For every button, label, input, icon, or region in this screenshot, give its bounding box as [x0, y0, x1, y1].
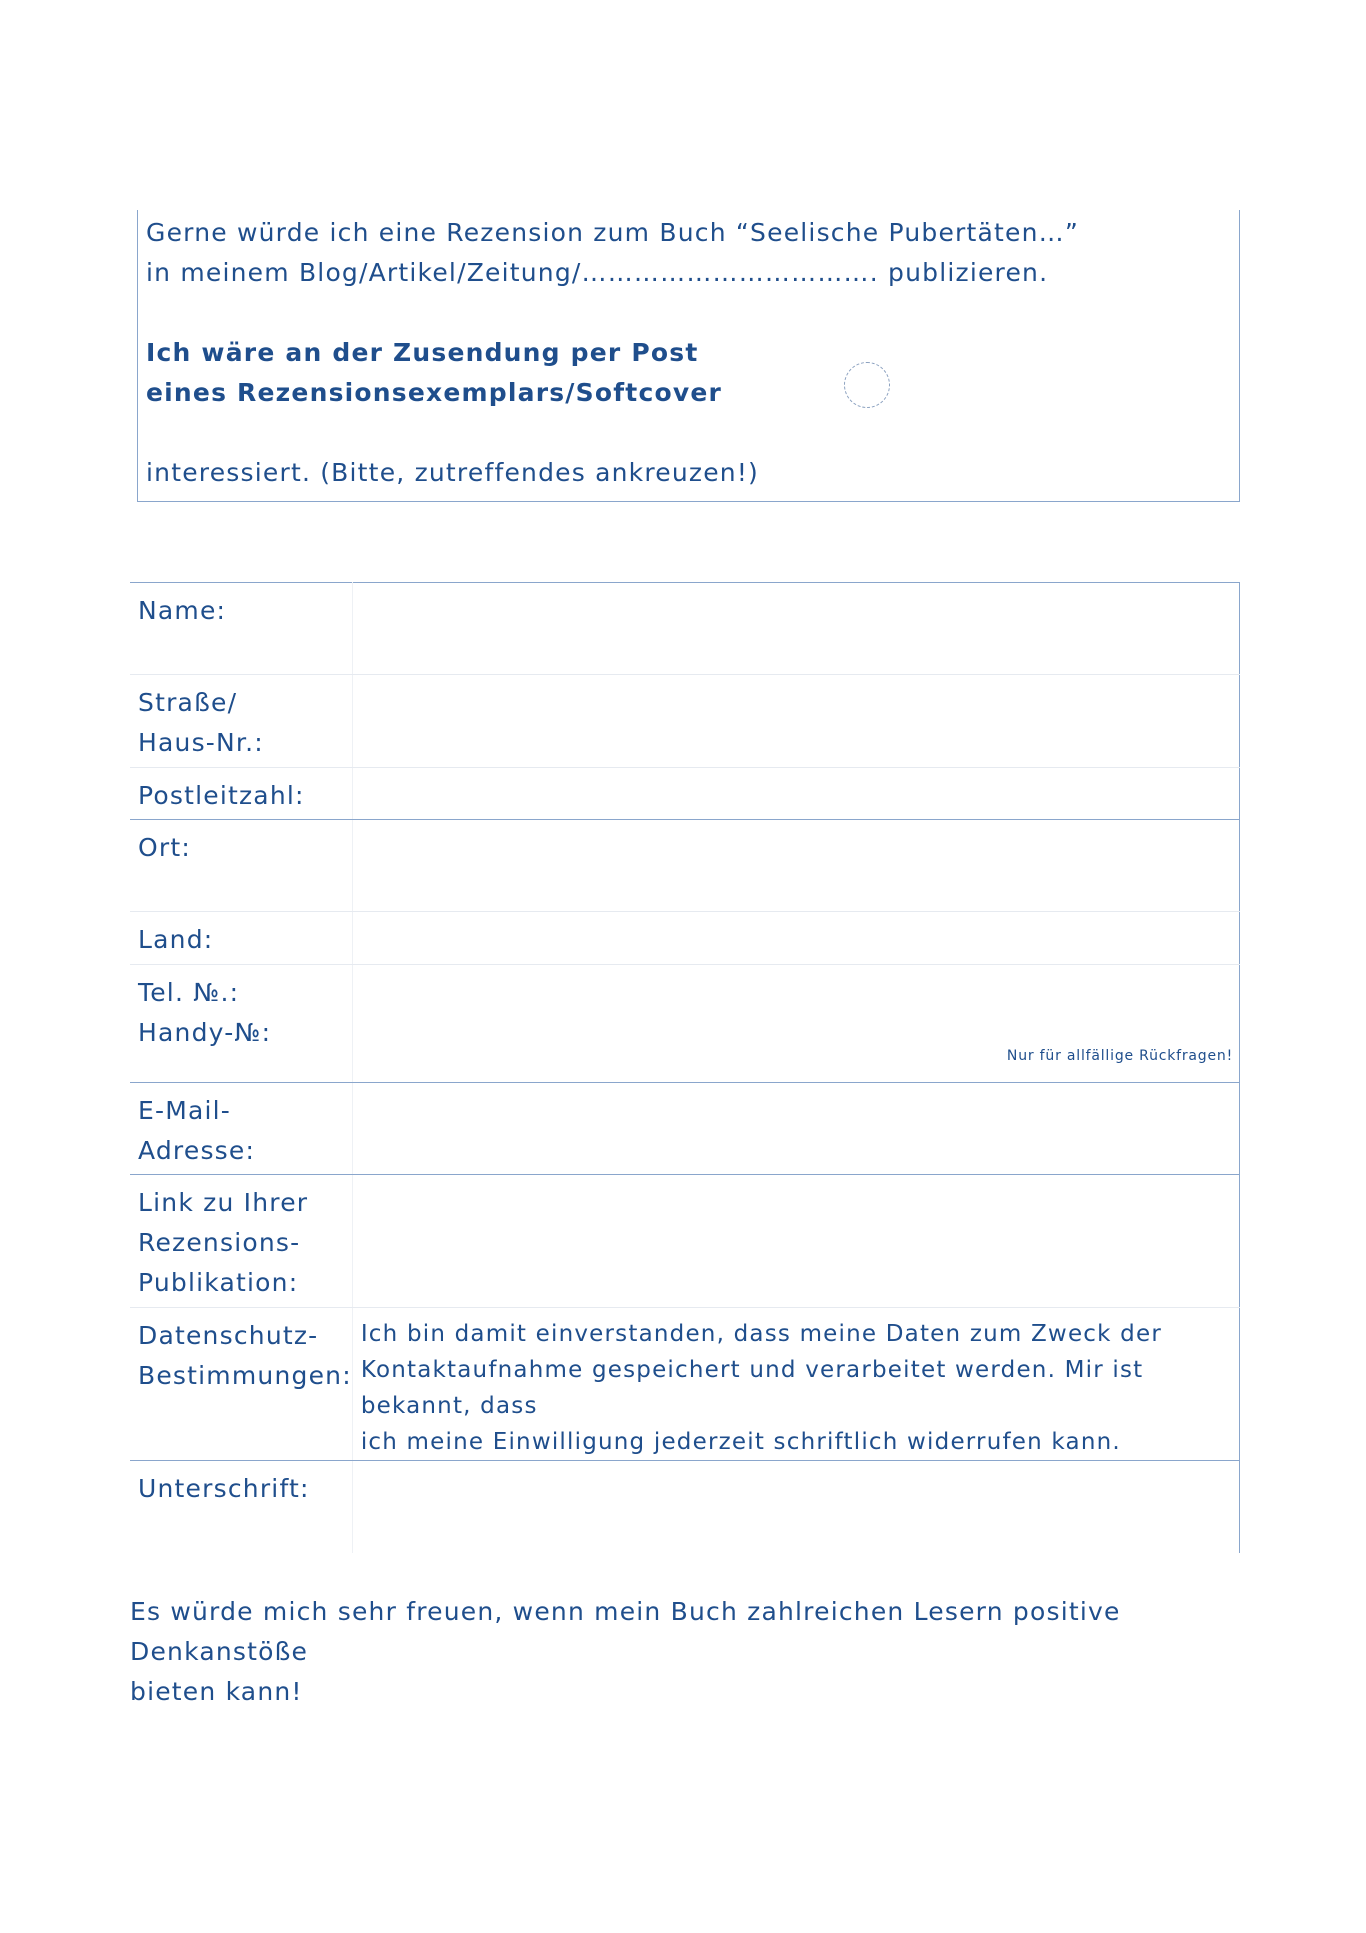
form-row-link — [130, 1175, 1240, 1308]
country-label: Land: — [130, 912, 352, 965]
street-field[interactable] — [352, 675, 1239, 768]
email-field[interactable] — [352, 1083, 1239, 1175]
name-field[interactable] — [352, 583, 1239, 675]
intro-line-5: interessiert. (Bitte, zutreffendes ankreuzen!) — [146, 458, 760, 487]
link-label-line-2: Rezensions- — [138, 1228, 301, 1257]
email-label — [130, 1083, 352, 1175]
street-label-line-1: Straße/ — [138, 688, 238, 717]
intro-line-1: Gerne würde ich eine Rezension zum Buch “Seelische Pubertäten…” — [146, 218, 1080, 247]
form-row-zip — [130, 768, 1240, 820]
phone-label-line-2: Handy-№: — [138, 1018, 272, 1047]
form-row-name — [130, 583, 1240, 675]
form-row-phone — [130, 965, 1240, 1083]
signature-field[interactable] — [352, 1461, 1239, 1553]
intro-box — [137, 210, 1240, 502]
phone-label — [130, 965, 352, 1083]
phone-field[interactable] — [352, 965, 1239, 1083]
closing-text — [130, 1592, 1240, 1712]
privacy-label-line-1: Datenschutz- — [138, 1321, 319, 1350]
intro-line-3: Ich wäre an der Zusendung per Post — [146, 338, 699, 367]
street-label-line-2: Haus-Nr.: — [138, 728, 264, 757]
privacy-text — [352, 1308, 1239, 1461]
form-row-country — [130, 912, 1240, 965]
interest-checkbox[interactable] — [844, 362, 890, 408]
link-label-line-3: Publikation: — [138, 1268, 299, 1297]
privacy-text-line-1: Ich bin damit einverstanden, dass meine Daten zum Zweck der — [360, 1321, 1162, 1347]
contact-form-table — [130, 582, 1240, 1553]
closing-line-1: Es würde mich sehr freuen, wenn mein Buch zahlreichen Lesern positive Denkanstöße — [130, 1597, 1121, 1666]
signature-label: Unterschrift: — [130, 1461, 352, 1553]
form-row-email — [130, 1083, 1240, 1175]
form-row-privacy — [130, 1308, 1240, 1461]
phone-note: Nur für allfällige Rückfragen! — [1006, 1048, 1233, 1064]
zip-label: Postleitzahl: — [130, 768, 352, 820]
privacy-text-line-2: Kontaktaufnahme gespeichert und verarbeitet werden. Mir ist bekannt, dass — [360, 1357, 1144, 1419]
street-label — [130, 675, 352, 768]
link-field[interactable] — [352, 1175, 1239, 1308]
email-label-line-2: Adresse: — [138, 1136, 256, 1165]
privacy-text-line-3: ich meine Einwilligung jederzeit schriftlich widerrufen kann. — [360, 1429, 1121, 1455]
form-row-signature — [130, 1461, 1240, 1553]
form-row-city — [130, 820, 1240, 912]
privacy-label-line-2: Bestimmungen: — [138, 1361, 352, 1390]
country-field[interactable] — [352, 912, 1239, 965]
privacy-label — [130, 1308, 352, 1461]
zip-field[interactable] — [352, 768, 1239, 820]
phone-label-line-1: Tel. №.: — [138, 978, 240, 1007]
form-row-street — [130, 675, 1240, 768]
closing-line-2: bieten kann! — [130, 1677, 303, 1706]
intro-line-2: in meinem Blog/Artikel/Zeitung/……………………………. publizieren. — [146, 258, 1049, 287]
link-label-line-1: Link zu Ihrer — [138, 1188, 309, 1217]
link-label — [130, 1175, 352, 1308]
intro-line-4: eines Rezensionsexemplars/Softcover — [146, 378, 723, 407]
email-label-line-1: E-Mail- — [138, 1096, 232, 1125]
city-label: Ort: — [130, 820, 352, 912]
city-field[interactable] — [352, 820, 1239, 912]
name-label: Name: — [130, 583, 352, 675]
